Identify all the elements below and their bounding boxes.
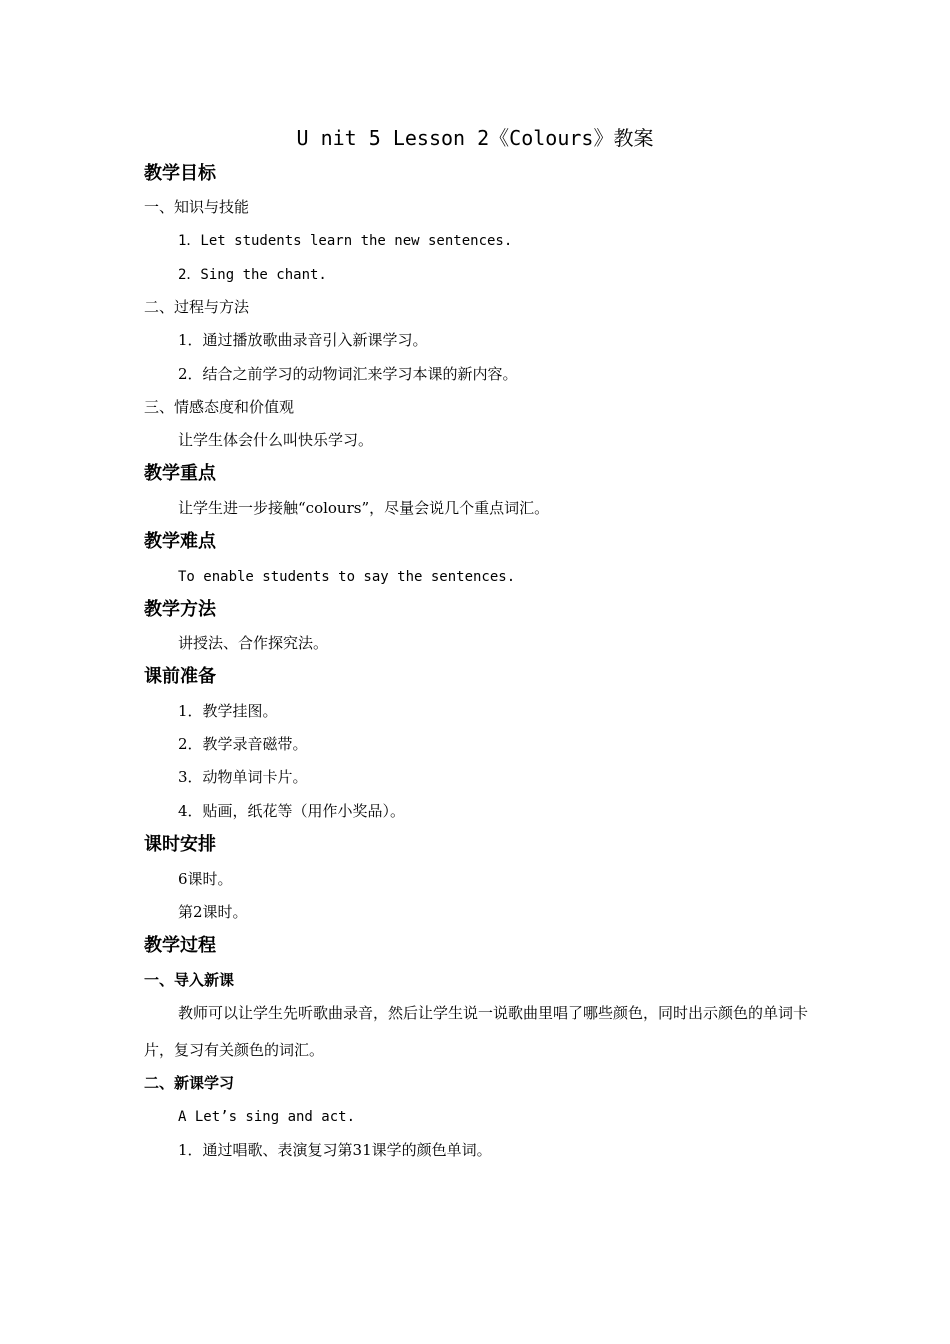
knowledge-item-2: 2．Sing the chant. (178, 267, 327, 283)
process-item-2: 2．结合之前学习的动物词汇来学习本课的新内容。 (178, 365, 518, 383)
procedure-heading: 教学过程 (144, 935, 216, 956)
preparation-heading: 课前准备 (144, 666, 216, 687)
schedule-item-2: 第2课时。 (178, 903, 248, 921)
intro-paragraph: 教师可以让学生先听歌曲录音，然后让学生说一说歌曲里唱了哪些颜色，同时出示颜色的单词卡片，复习有关颜色的词汇。 (144, 1004, 809, 1059)
attitude-text: 让学生体会什么叫快乐学习。 (178, 431, 374, 449)
preparation-item-2: 2．教学录音磁带。 (178, 735, 308, 753)
methods-text: 讲授法、合作探究法。 (178, 634, 329, 652)
schedule-item-1: 6课时。 (178, 870, 233, 888)
schedule-heading: 课时安排 (144, 834, 216, 855)
document-title: U nit 5 Lesson 2《Colours》教案 (296, 126, 654, 150)
preparation-item-3: 3．动物单词卡片。 (178, 768, 308, 786)
new-lesson-heading: 二、新课学习 (144, 1074, 235, 1092)
methods-heading: 教学方法 (144, 599, 216, 620)
process-heading: 二、过程与方法 (144, 298, 250, 316)
difficulties-heading: 教学难点 (144, 531, 216, 552)
attitude-heading: 三、情感态度和价值观 (144, 398, 295, 416)
knowledge-heading: 一、知识与技能 (144, 198, 250, 216)
preparation-item-4: 4．贴画，纸花等（用作小奖品）。 (178, 802, 406, 820)
new-lesson-item-1: A Let’s sing and act. (178, 1109, 356, 1125)
key-points-heading: 教学重点 (144, 463, 216, 484)
preparation-item-1: 1．教学挂图。 (178, 702, 278, 720)
new-lesson-item-2: 1．通过唱歌、表演复习第31课学的颜色单词。 (178, 1141, 492, 1159)
key-points-text: 让学生进一步接触“colours”，尽量会说几个重点词汇。 (178, 499, 550, 517)
intro-heading: 一、导入新课 (144, 971, 235, 989)
objectives-heading: 教学目标 (144, 163, 216, 184)
process-item-1: 1．通过播放歌曲录音引入新课学习。 (178, 331, 428, 349)
difficulties-text: To enable students to say the sentences. (178, 569, 516, 585)
knowledge-item-1: 1．Let students learn the new sentences. (178, 233, 513, 249)
